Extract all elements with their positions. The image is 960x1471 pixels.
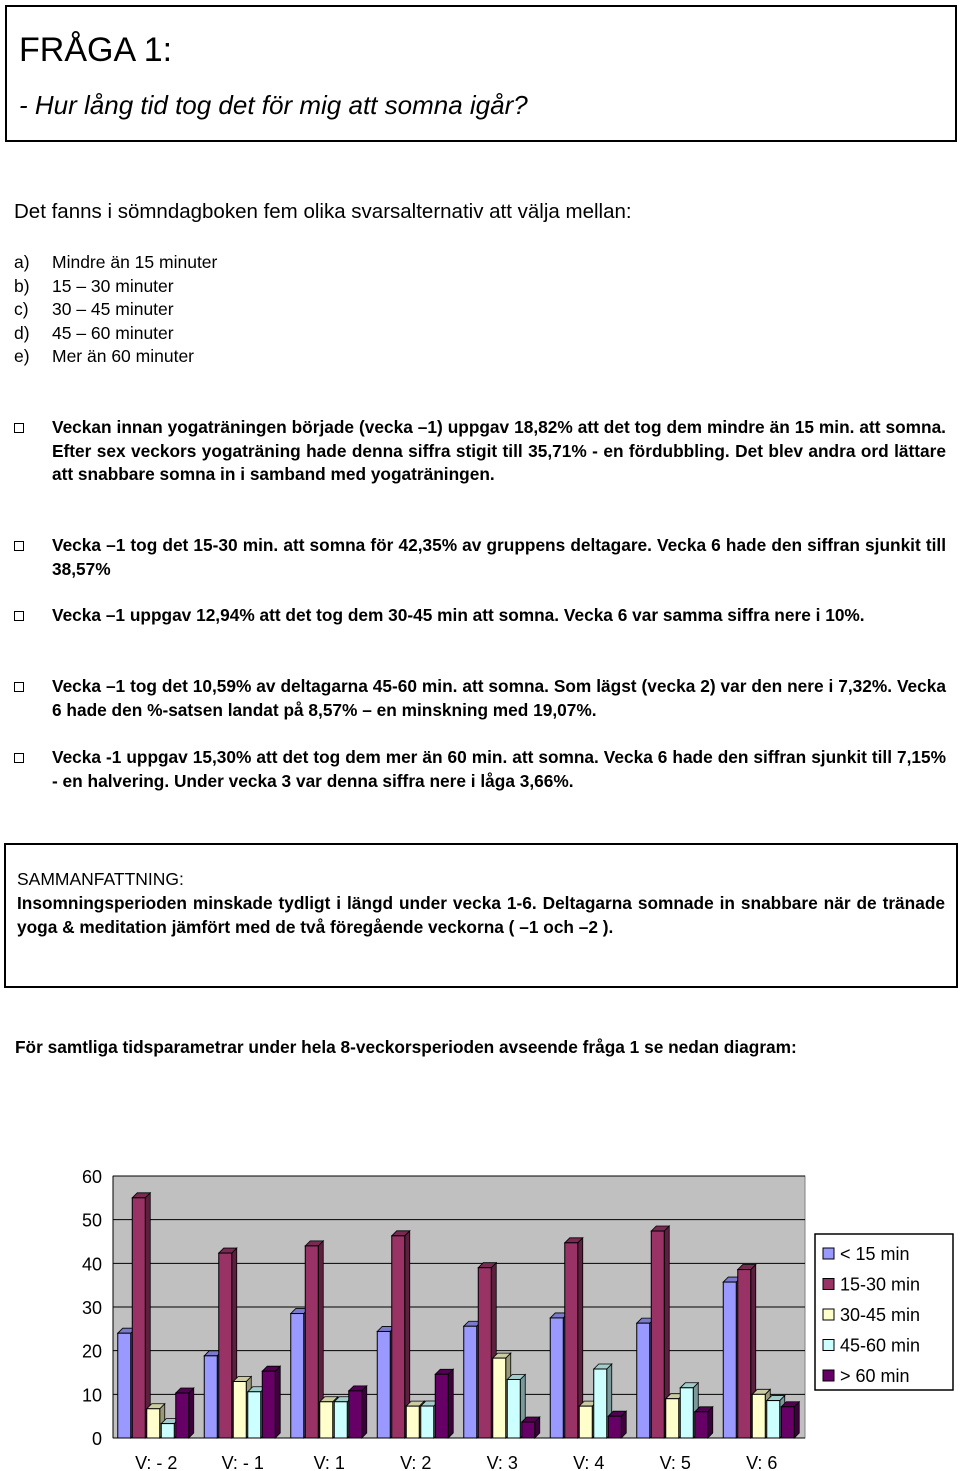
bar	[435, 1374, 448, 1438]
bar	[579, 1406, 592, 1438]
bar	[233, 1381, 246, 1438]
bar	[522, 1422, 535, 1438]
bar	[666, 1399, 679, 1438]
checkbox-bullet-icon	[14, 541, 24, 551]
answer-option: a) Mindre än 15 minuter	[14, 252, 218, 272]
answer-options-list	[14, 251, 217, 369]
bar	[565, 1243, 578, 1438]
bar	[248, 1392, 261, 1438]
bar-side	[448, 1369, 453, 1438]
bar	[176, 1393, 189, 1438]
legend-label: 30-45 min	[840, 1305, 921, 1325]
summary-box	[4, 843, 958, 988]
x-tick-label: V: 6	[746, 1453, 778, 1471]
legend-swatch	[823, 1309, 834, 1320]
bullet-item: Vecka -1 uppgav 15,30% att det tog dem mer än 60 min. att somna. Vecka 6 hade den siffran sjunkit till 7,15% - en halvering. Under vecka 3 var denna siffra nere i låga 3,66%.	[14, 746, 946, 793]
checkbox-bullet-icon	[14, 423, 24, 433]
y-tick-label: 20	[81, 1341, 102, 1362]
checkbox-bullet-icon	[14, 753, 24, 763]
bar	[219, 1253, 232, 1438]
diagram-intro-text: För samtliga tidsparametrar under hela 8-veckorsperioden avseende fråga 1 se nedan diagram:	[15, 1037, 797, 1057]
bar	[738, 1270, 751, 1438]
question-title: FRÅGA 1:	[19, 31, 173, 69]
intro-text: Det fanns i sömndagboken fem olika svarsalternativ att välja mellan:	[14, 200, 632, 223]
summary-heading: SAMMANFATTNING:	[17, 869, 184, 889]
bar	[752, 1394, 765, 1438]
legend-label: 45-60 min	[840, 1335, 921, 1356]
bullet-item: Vecka –1 tog det 15-30 min. att somna för 42,35% av gruppens deltagare. Vecka 6 hade den siffran sjunkit till 38,57%	[14, 534, 946, 581]
answer-option: d) 45 – 60 minuter	[14, 322, 174, 343]
x-tick-label: V: 4	[573, 1453, 605, 1471]
legend-swatch	[823, 1279, 834, 1290]
bar	[550, 1318, 563, 1438]
y-tick-label: 40	[81, 1254, 102, 1275]
bar	[680, 1388, 693, 1438]
bar	[118, 1333, 131, 1438]
answer-option: b) 15 – 30 minuter	[14, 275, 174, 296]
bar	[334, 1402, 347, 1438]
question-subtitle: - Hur lång tid tog det för mig att somna igår?	[19, 90, 528, 120]
bar	[392, 1236, 405, 1438]
bar	[320, 1402, 333, 1438]
bullet-item: Veckan innan yogaträningen började (vecka –1) uppgav 18,82% att det tog dem mindre än 15 min. att somna. Efter sex veckors yogaträning hade denna siffra stigit till 35,71% - en fördubbling. Det blev andra ord lättare att snabbare somna in i samband med yogaträningen.	[14, 416, 946, 487]
bar	[507, 1379, 520, 1438]
bar	[204, 1356, 217, 1438]
y-tick-label: 50	[81, 1210, 102, 1231]
bar	[349, 1391, 362, 1438]
bar-side	[794, 1402, 799, 1438]
bar	[594, 1369, 607, 1438]
checkbox-bullet-icon	[14, 682, 24, 692]
bar	[767, 1401, 780, 1438]
x-tick-label: V: 1	[313, 1453, 345, 1471]
bullet-item: Vecka –1 uppgav 12,94% att det tog dem 30-45 min att somna. Vecka 6 var samma siffra nere i 10%.	[14, 604, 946, 628]
bar	[377, 1331, 390, 1438]
question-header-box	[5, 5, 957, 142]
legend-label: > 60 min	[840, 1366, 910, 1386]
x-tick-label: V: 2	[400, 1453, 432, 1471]
legend-label: 15-30 min	[840, 1274, 921, 1295]
bar	[262, 1371, 275, 1438]
bar-chart	[0, 1150, 960, 1471]
bar	[147, 1409, 160, 1438]
bar	[464, 1326, 477, 1438]
bar	[478, 1268, 491, 1438]
bar	[781, 1407, 794, 1438]
bar	[406, 1406, 419, 1438]
bar	[305, 1246, 318, 1438]
legend-swatch	[823, 1340, 834, 1351]
answer-option: c) 30 – 45 minuter	[14, 299, 174, 319]
bar	[608, 1416, 621, 1438]
x-tick-label: V: 5	[659, 1453, 691, 1471]
bar-side	[145, 1193, 150, 1438]
bar	[493, 1358, 506, 1438]
y-tick-label: 60	[81, 1167, 102, 1187]
bar-side	[362, 1386, 367, 1438]
bar-side	[189, 1388, 194, 1438]
bar	[651, 1231, 664, 1438]
legend-swatch	[823, 1370, 834, 1381]
bar	[291, 1314, 304, 1438]
legend-swatch	[823, 1248, 834, 1259]
checkbox-bullet-icon	[14, 611, 24, 621]
x-tick-label: V: 3	[486, 1453, 518, 1471]
bar	[161, 1424, 174, 1438]
legend-label: < 15 min	[840, 1244, 910, 1264]
bar	[421, 1406, 434, 1438]
y-tick-label: 10	[81, 1385, 102, 1406]
x-tick-label: V: - 2	[135, 1453, 178, 1471]
bar-side	[275, 1366, 280, 1438]
y-tick-label: 0	[91, 1429, 102, 1449]
bar	[637, 1323, 650, 1438]
bar	[695, 1412, 708, 1438]
x-tick-label: V: - 1	[221, 1453, 264, 1471]
answer-option: e) Mer än 60 minuter	[14, 346, 195, 366]
bullet-item: Vecka –1 tog det 10,59% av deltagarna 45-60 min. att somna. Som lägst (vecka 2) var den nere i 7,32%. Vecka 6 hade den %-satsen landat på 8,57% – en minskning med 19,07%.	[14, 675, 946, 722]
bar	[723, 1282, 736, 1438]
y-tick-label: 30	[81, 1298, 102, 1318]
bar	[132, 1198, 145, 1438]
summary-text: Insomningsperioden minskade tydligt i längd under vecka 1-6. Deltagarna somnade in snabbare när de tränade yoga & meditation jämfört med de två föregående veckorna ( –1 och –2 ).	[17, 893, 945, 937]
